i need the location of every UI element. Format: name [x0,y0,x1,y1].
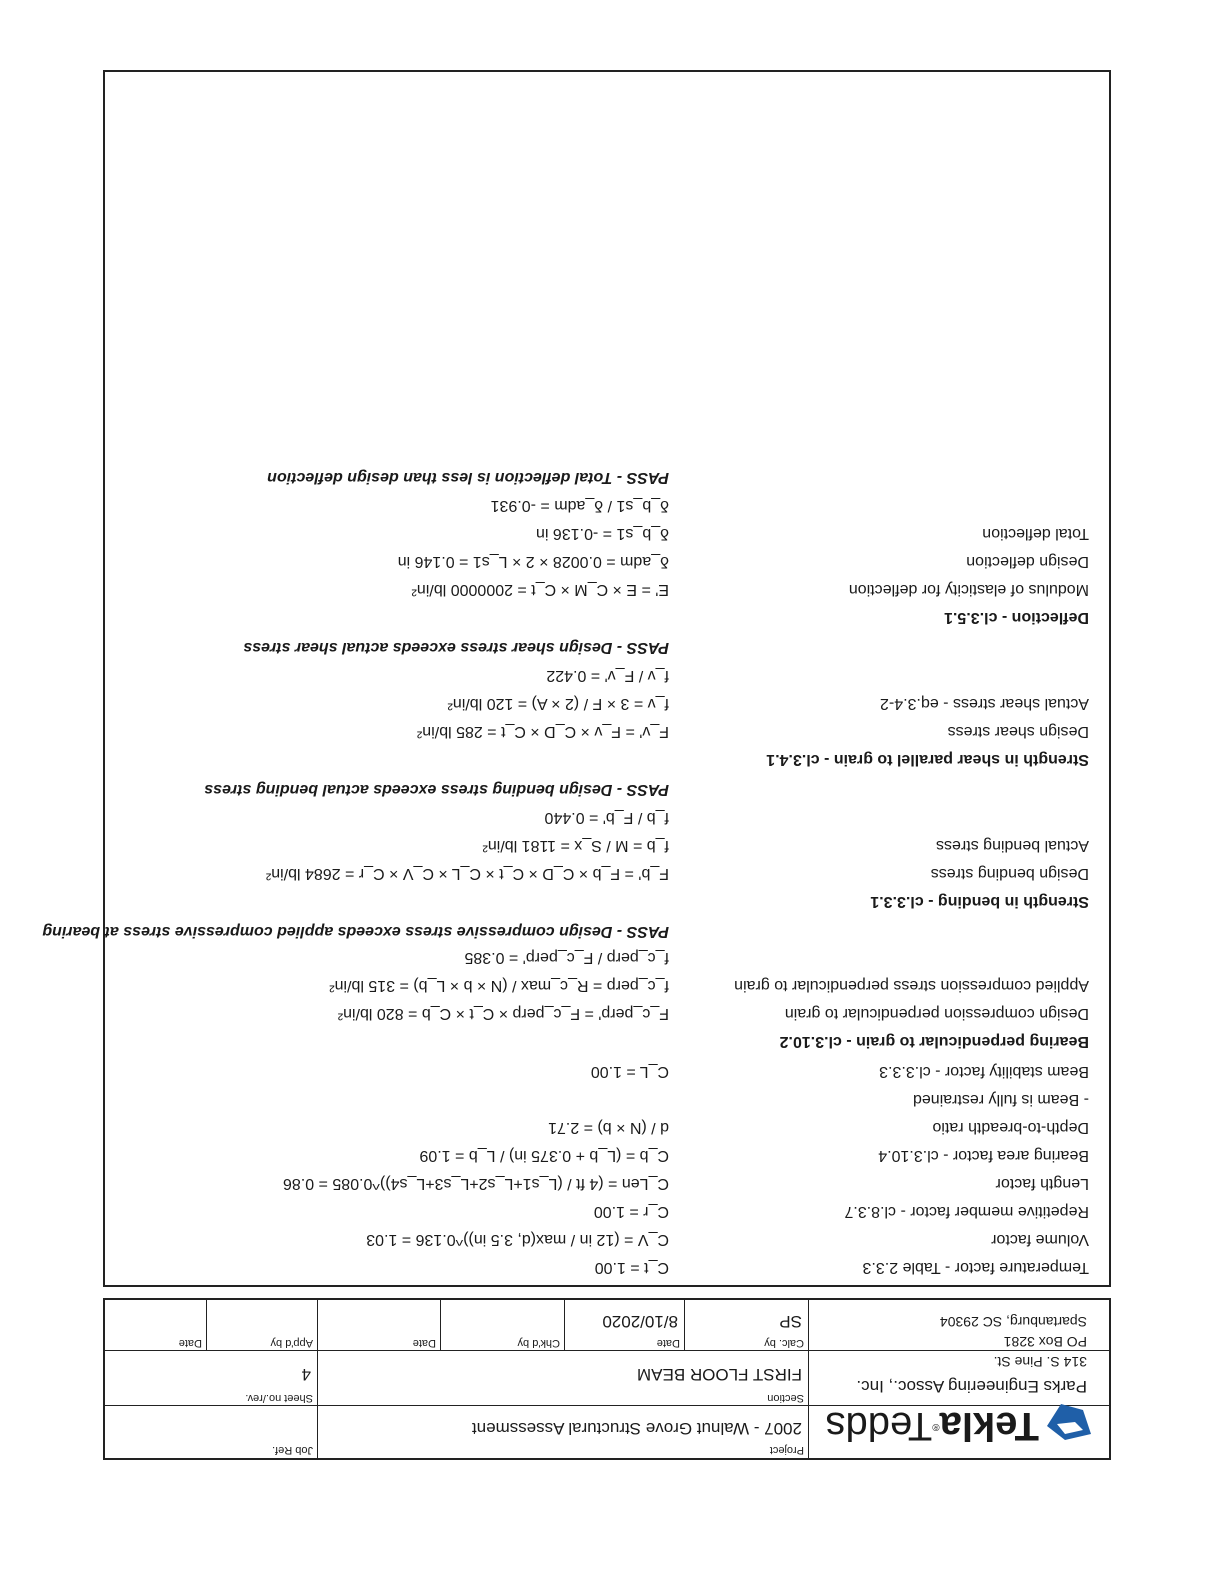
calc-formula: δ_b_s1 / δ_adm = -0.931 [490,497,669,514]
tekla-tedds-logo [813,1398,1103,1454]
calc-formula: f_c_perp = R_c_max / (N × b × L_b) = 315 lb/in² [329,977,669,994]
calc-formula: C_t = 1.00 [594,1259,669,1276]
date3-cell [105,1300,207,1351]
calc-formula: F_b' = F_b × C_D × C_t × C_L × C_V × C_r = 2684 lb/in² [265,865,669,882]
calc-formula: C_L = 1.00 [590,1063,669,1080]
section-heading: Strength in bending - cl.3.3.1 [870,893,1089,910]
calc-description: Design compression perpendicular to grain [784,1005,1089,1022]
pass-statement: PASS - Design bending stress exceeds actual bending stress [204,781,669,798]
calc-description: Design deflection [966,553,1089,570]
calc-formula: f_c_perp / F_c_perp' = 0.385 [464,949,669,966]
calc-formula: C_Len = (4 ft / (L_s1+L_s2+L_s3+L_s4))^0.085 = 0.86 [283,1175,669,1192]
calc-description: Length factor [995,1175,1089,1192]
tekla-logo-icon [1047,1404,1091,1440]
date-value: 8/10/2020 [602,1312,678,1331]
appd-by-cell [207,1300,318,1351]
address-line-3: Spartanburg, SC 29304 [939,1314,1087,1330]
job-ref-label: Job Ref. [272,1444,313,1456]
title-block [103,1298,1111,1460]
calc-formula: d / (N × b) = 2.71 [548,1119,669,1136]
calc-description: Modulus of elasticity for deflection [848,581,1089,598]
date-cell [565,1300,685,1351]
calc-description: Total deflection [982,525,1089,542]
project-cell [318,1406,809,1458]
sheet-cell [105,1351,318,1406]
calc-formula: f_b = M / S_x = 1181 lb/in² [482,837,669,854]
calculation-frame [42,70,1111,1287]
calc-description: Beam stability factor - cl.3.3.3 [879,1063,1089,1080]
calc-by-label: Calc. by [764,1337,804,1349]
sheet-label: Sheet no./rev. [245,1392,313,1404]
project-label: Project [769,1444,804,1456]
section-value: FIRST FLOOR BEAM [637,1365,802,1384]
chkd-by-cell [441,1300,565,1351]
calc-description: Design bending stress [930,865,1089,882]
calc-formula: δ_adm = 0.0028 × 2 × L_s1 = 0.146 in [397,553,669,570]
calc-description: - Beam is fully restrained [912,1091,1089,1108]
calc-description: Actual bending stress [936,837,1089,854]
calc-formula: F_v' = F_v × C_D × C_t = 285 lb/in² [416,723,669,740]
calc-formula: C_b = (L_b + 0.375 in) / L_b = 1.09 [419,1147,669,1164]
calc-formula: f_v = 3 × F / (2 × A) = 120 lb/in² [447,695,669,712]
project-value: 2007 - Walnut Grove Structural Assessment [471,1419,802,1438]
appd-by-label: App'd by [270,1337,313,1349]
calc-description: Repetitive member factor - cl.8.3.7 [844,1203,1089,1220]
calc-description: Design shear stress [947,723,1089,740]
calc-description: Applied compression stress perpendicular to grain [734,977,1089,994]
calc-formula: f_v / F_v' = 0.422 [546,667,669,684]
sheet-value: 4 [301,1365,311,1384]
calc-formula: C_V = (12 in / max(d, 3.5 in))^0.136 = 1.03 [366,1231,669,1248]
calc-description: Actual shear stress - eq.3.4-2 [880,695,1089,712]
section-label: Section [767,1392,804,1404]
calc-description: Depth-to-breadth ratio [932,1119,1089,1136]
calc-formula: f_b / F_b' = 0.440 [544,809,669,826]
date2-label: Date [412,1337,436,1349]
section-heading: Deflection - cl.3.5.1 [944,609,1089,626]
calc-formula: E' = E × C_M × C_t = 2000000 lb/in² [411,581,669,598]
calc-description: Temperature factor - Table 2.3.3 [862,1259,1089,1276]
pass-statement: PASS - Total deflection is less than design deflection [267,469,669,486]
calc-by-value: SP [779,1312,802,1331]
address-line-2: PO Box 3281 [1003,1334,1087,1350]
job-ref-cell [105,1406,318,1458]
date-label: Date [656,1337,680,1349]
calc-formula: δ_b_s1 = -0.136 in [536,525,669,542]
calc-description: Volume factor [991,1231,1089,1248]
calc-description: Bearing area factor - cl.3.10.4 [878,1147,1089,1164]
logo-text: Tekla®Tedds [825,1404,1039,1448]
section-heading: Strength in shear parallel to grain - cl.3.4.1 [766,751,1089,768]
company-name: Parks Engineering Assoc., Inc. [856,1377,1087,1396]
date2-cell [318,1300,441,1351]
pass-statement: PASS - Design shear stress exceeds actual shear stress [243,639,669,656]
section-heading: Bearing perpendicular to grain - cl.3.10.2 [779,1033,1089,1050]
address-line-1: 314 S. Pine St. [993,1354,1087,1370]
pass-statement: PASS - Design compressive stress exceeds applied compressive stress at bearing [42,923,669,940]
section-cell [318,1351,809,1406]
calc-by-cell [685,1300,809,1351]
date3-label: Date [178,1337,202,1349]
calc-formula: F_c_perp' = F_c_perp × C_t × C_b = 820 lb/in² [337,1005,669,1022]
calc-formula: C_r = 1.00 [593,1203,669,1220]
chkd-by-label: Chk'd by [517,1337,560,1349]
